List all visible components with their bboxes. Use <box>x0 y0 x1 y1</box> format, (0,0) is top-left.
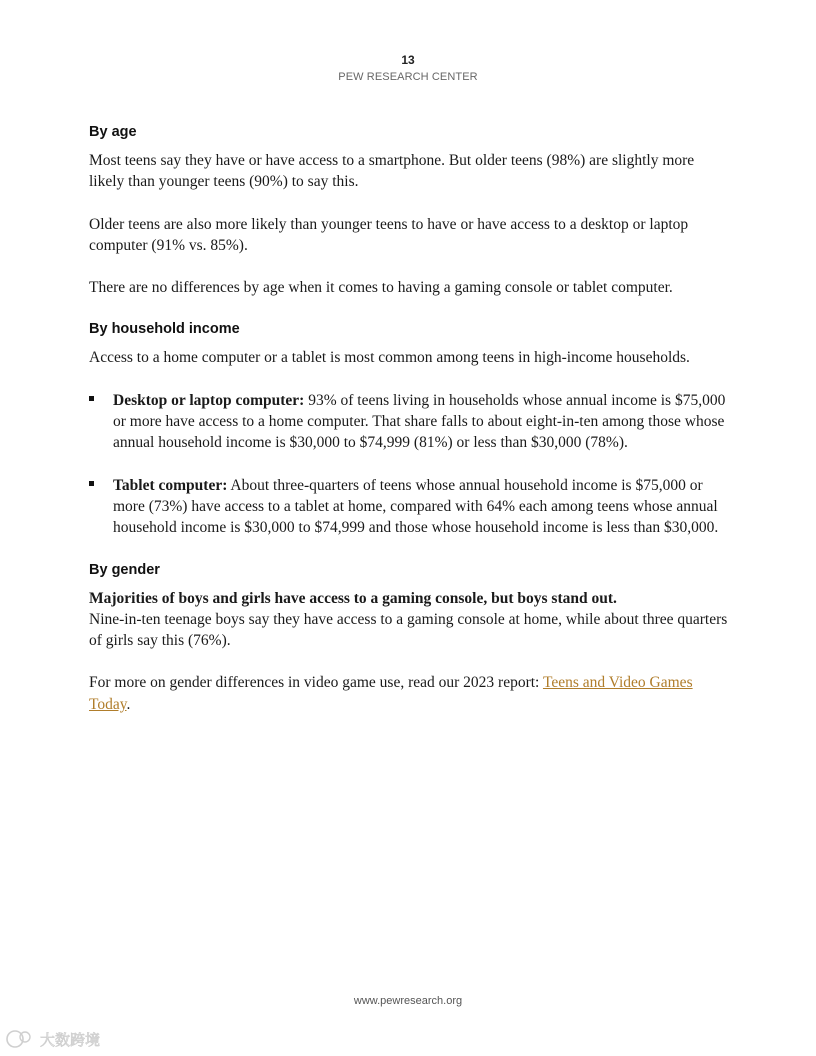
section-heading-gender: By gender <box>89 561 160 578</box>
more-suffix: . <box>126 695 131 713</box>
paragraph: Access to a home computer or a tablet is most common among teens in high-income households. <box>89 349 690 367</box>
bullet-marker <box>89 481 94 486</box>
org-name: PEW RESEARCH CENTER <box>338 71 478 83</box>
bullet-text: About three-quarters of teens whose annual household income is $75,000 or more (73%) have access to a tablet at home, compared with 64% each among teens whose annual household income is $30,000 to $74,999 and those whose household income is less than $30,000. <box>113 476 719 537</box>
list-item <box>89 390 729 454</box>
bullet-term: Tablet computer: <box>113 476 228 494</box>
main-content <box>89 122 729 736</box>
page-number: 13 <box>401 53 415 67</box>
page-footer: www.pewresearch.org <box>353 995 463 1007</box>
page-header <box>0 52 816 85</box>
paragraph <box>89 672 729 715</box>
paragraph: Nine-in-ten teenage boys say they have access to a gaming console at home, while about three quarters of girls say this (76%). <box>89 610 728 650</box>
list-item <box>89 475 729 539</box>
lead-sentence: Majorities of boys and girls have access to a gaming console, but boys stand out. <box>89 589 617 607</box>
section-heading-age: By age <box>89 124 137 140</box>
bullet-text: 93% of teens living in households whose annual income is $75,000 or more have access to a home computer. That share falls to about eight-in-ten among those whose annual household income is $30,000 to $74,999 (81%) or less than $30,000 (78%). <box>113 391 726 452</box>
bullet-list <box>89 390 729 539</box>
section-heading-income: By household income <box>89 321 240 338</box>
paragraph: Older teens are also more likely than younger teens to have or have access to a desktop or laptop computer (91% vs. 85%). <box>89 215 689 254</box>
bullet-term: Desktop or laptop computer: <box>113 391 305 409</box>
paragraph: There are no differences by age when it comes to having a gaming console or tablet computer. <box>89 279 673 297</box>
bullet-marker <box>89 396 94 401</box>
watermark-text: 大数跨境 <box>40 1031 101 1049</box>
paragraph: Most teens say they have or have access to a smartphone. But older teens (98%) are slightly more likely than younger teens (90%) to say this. <box>89 152 695 191</box>
paragraph <box>89 588 729 609</box>
report-link[interactable]: Teens and Video Games Today <box>89 674 693 713</box>
more-prefix: For more on gender differences in video game use, read our 2023 report: <box>89 674 543 692</box>
watermark-logo <box>4 1028 108 1050</box>
